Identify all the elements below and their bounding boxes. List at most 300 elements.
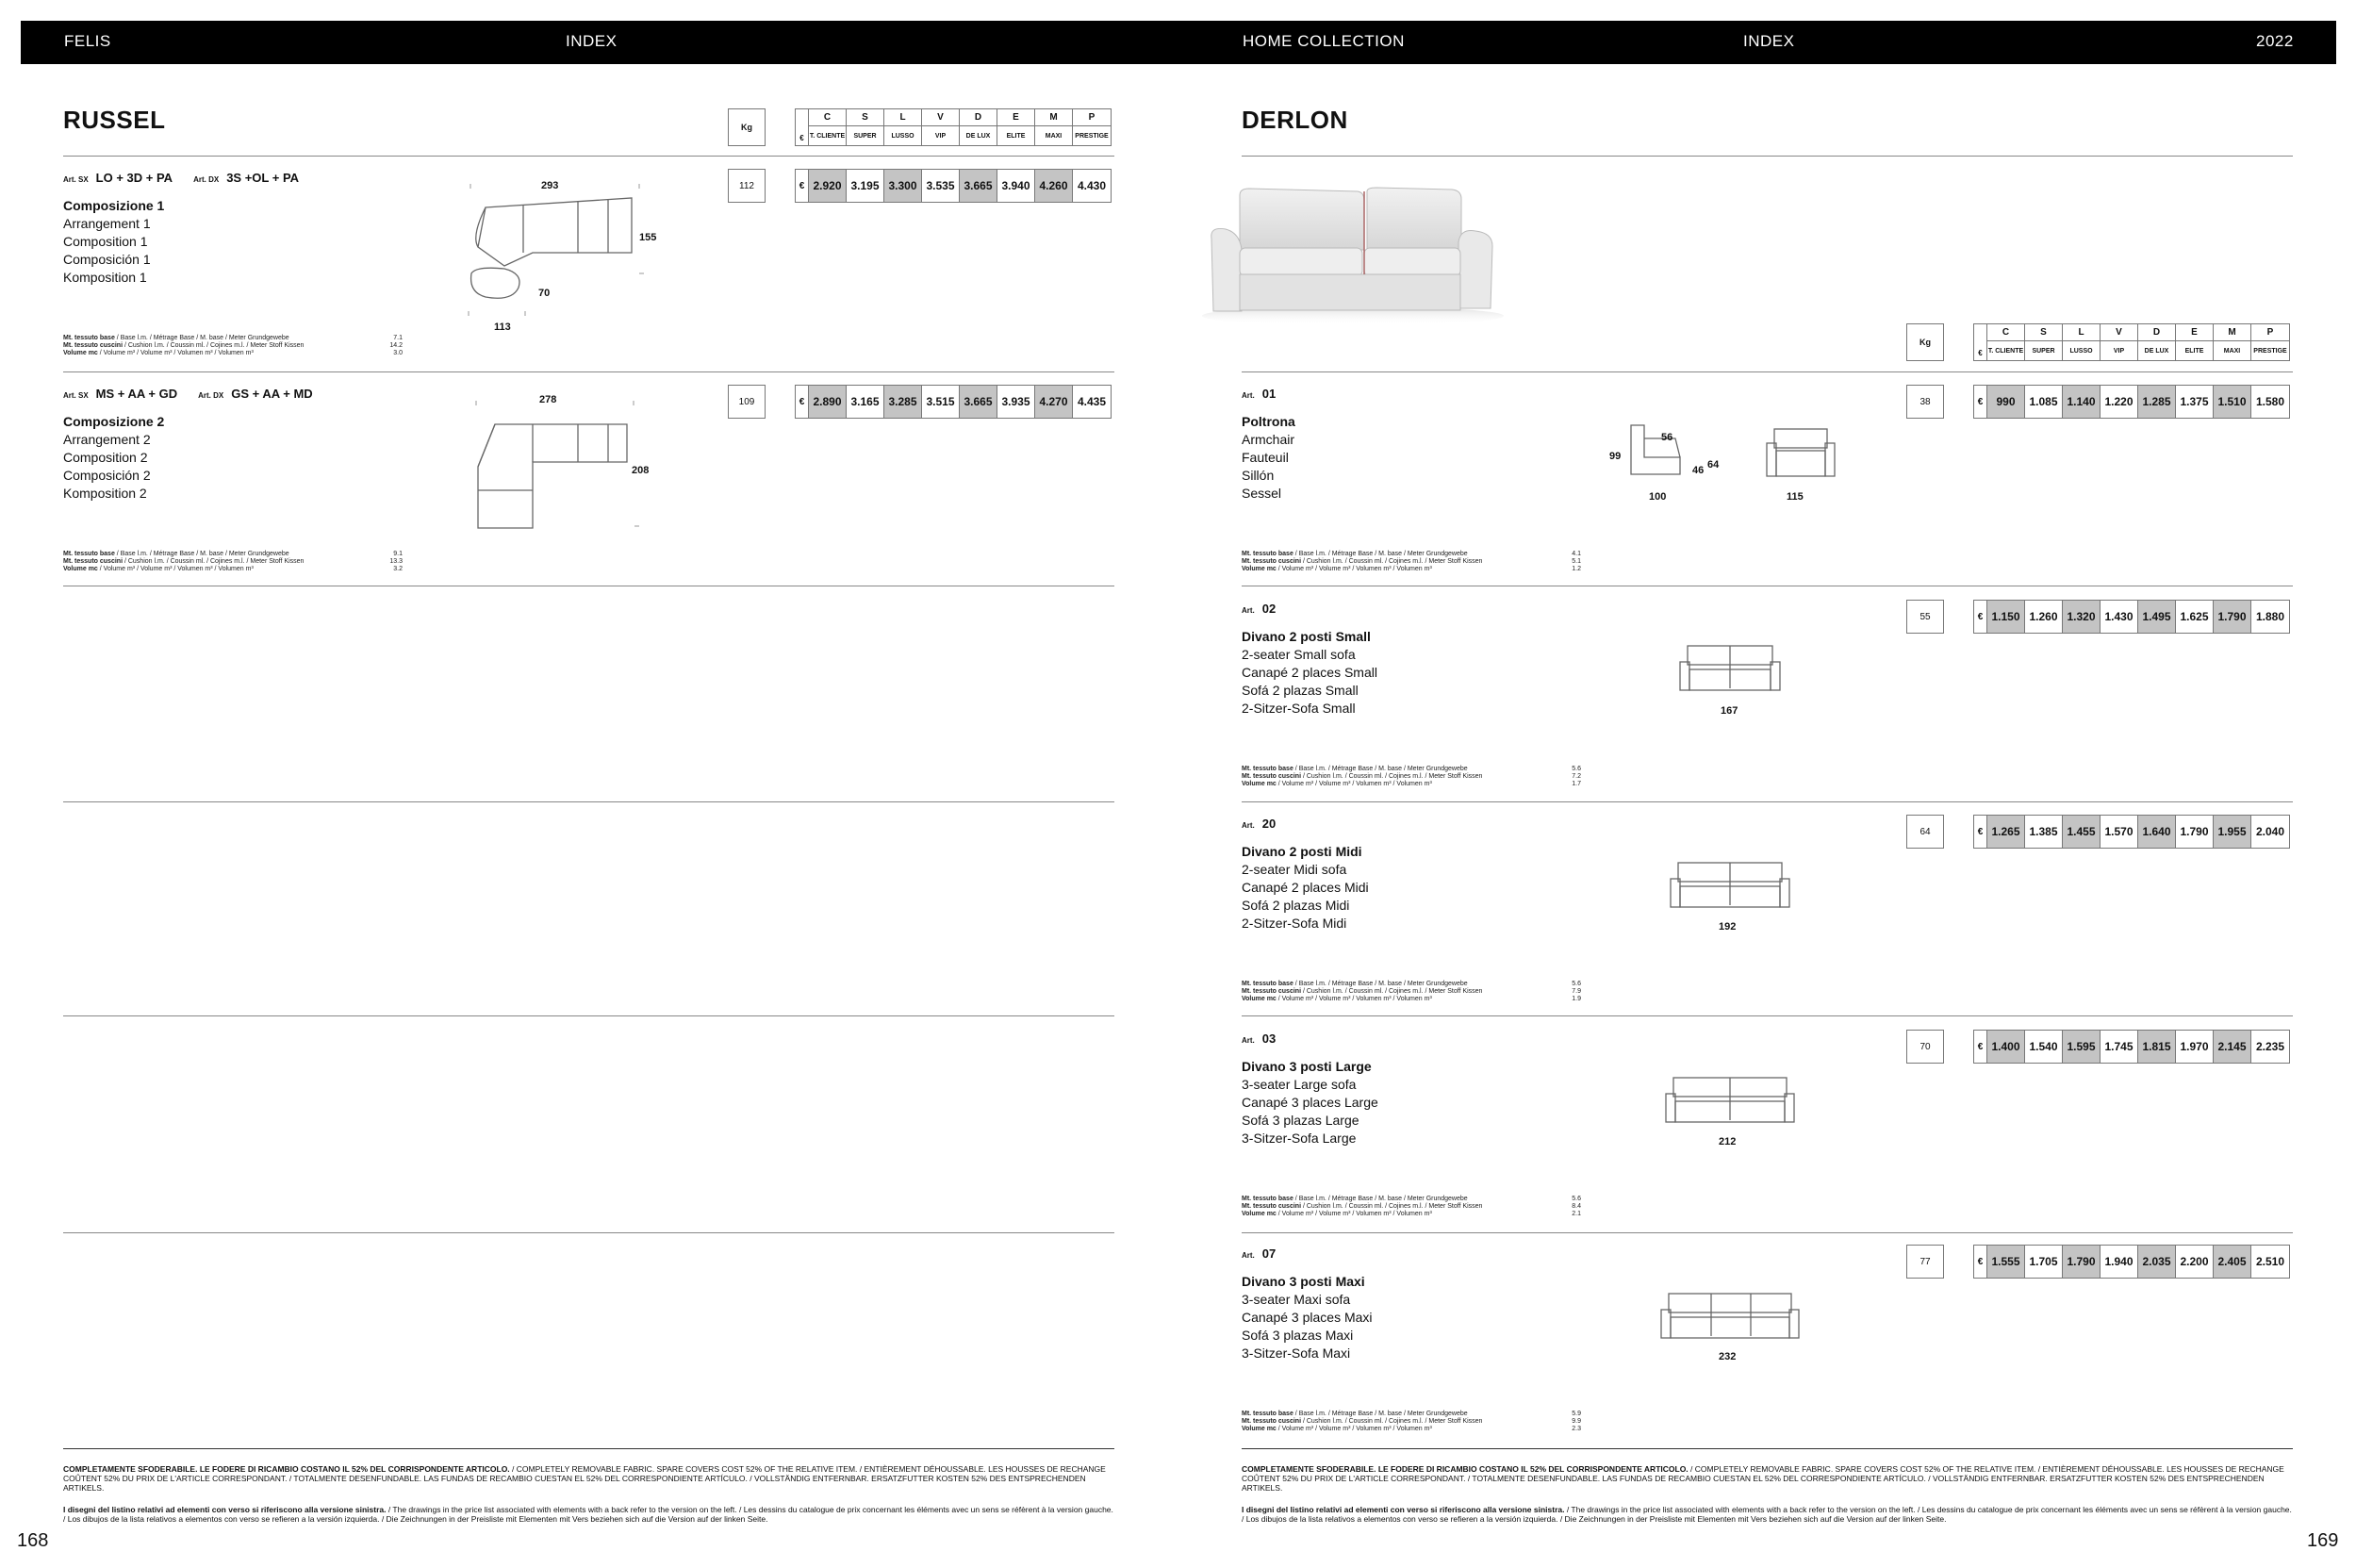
price-letter: E (997, 109, 1034, 126)
price-V: 3.515 (922, 386, 960, 418)
fabric-label-rest: / Base l.m. / Métrage Base / M. base / Meter Grundgewebe (1293, 1411, 1468, 1417)
price-header-col (1987, 324, 2025, 360)
header-brand-left: FELIS (64, 32, 111, 50)
price-row (1973, 385, 2290, 419)
fabric-label-rest: / Base l.m. / Métrage Base / M. base / Meter Grundgewebe (114, 551, 289, 557)
price-C: 1.265 (1987, 816, 2025, 848)
fabric-row (1242, 1418, 1581, 1426)
price-row (1973, 600, 2290, 634)
fabric-row (1242, 558, 1581, 566)
sofa-large-drawing (1664, 1073, 1796, 1134)
price-L: 3.300 (884, 170, 922, 202)
fabric-label (1242, 781, 1432, 788)
fabric-label (1242, 996, 1432, 1003)
price-V: 3.535 (922, 170, 960, 202)
price-header-col (2214, 324, 2251, 360)
price-M: 1.790 (2214, 601, 2251, 633)
price-E: 1.790 (2176, 816, 2214, 848)
fabric-value: 3.0 (393, 350, 403, 356)
article-code (1242, 387, 1276, 401)
price-letter: P (1073, 109, 1111, 126)
page-number-right: 169 (2307, 1530, 2339, 1551)
price-letter: D (960, 109, 997, 126)
price-V: 1.430 (2101, 601, 2138, 633)
fabric-label (63, 558, 304, 566)
article-sx-code: LO + 3D + PA (95, 171, 173, 185)
item-name-4: 3-Sitzer-Sofa Maxi (1242, 1345, 1351, 1361)
fabric-label (63, 350, 254, 357)
price-P: 4.430 (1077, 179, 1107, 192)
price-P: 1.580 (2255, 395, 2285, 408)
fabric-label-rest: / Cushion l.m. / Coussin ml. / Cojines m.l. / Meter Stoff Kissen (123, 342, 305, 349)
header-index-right: INDEX (1743, 32, 1795, 50)
price-header-col (2138, 324, 2176, 360)
item-name-3: Sofá 2 plazas Midi (1242, 898, 1350, 913)
fabric-label-bold: Mt. tessuto base (1242, 1411, 1293, 1417)
dimension-seat-depth: 56 (1661, 432, 1673, 443)
article-dx-label: Art. DX (193, 175, 220, 184)
composition-2-drawing (467, 396, 655, 537)
item-name-4: Komposition 1 (63, 270, 147, 285)
price-category: VIP (2113, 347, 2125, 355)
fabric-row (1242, 988, 1581, 996)
fabric-table (1242, 981, 1581, 1003)
item-names (63, 197, 164, 287)
price-header-col (2101, 324, 2138, 360)
item-name-4: Komposition 2 (63, 486, 147, 501)
fabric-label (1242, 988, 1482, 996)
fabric-label-rest: / Volume m³ / Volume m³ / Volumen m³ / Volumen m³ (97, 350, 254, 356)
dimension-width: 232 (1719, 1351, 1737, 1362)
article-label: Art. (1242, 821, 1255, 830)
price-C: 2.890 (809, 386, 847, 418)
dimension-width: 212 (1719, 1136, 1737, 1147)
article-number: 01 (1261, 387, 1277, 401)
item-name-2: Fauteuil (1242, 450, 1289, 465)
fabric-label (63, 566, 254, 573)
item-name-3: Sofá 2 plazas Small (1242, 683, 1359, 698)
price-P: 2.235 (2255, 1040, 2285, 1053)
item-names (1242, 1058, 1378, 1147)
fabric-row (63, 558, 403, 566)
price-category: PRESTIGE (1075, 132, 1109, 140)
item-name-0: Divano 2 posti Small (1242, 629, 1371, 644)
price-S: 1.260 (2025, 601, 2063, 633)
article-dx-label: Art. DX (198, 391, 224, 400)
currency-label: € (1974, 1031, 1987, 1063)
dimension-depth: 100 (1649, 491, 1667, 503)
price-C: 1.150 (1987, 601, 2025, 633)
price-header-col (2025, 324, 2063, 360)
article-sx-label: Art. SX (63, 175, 89, 184)
currency-label: € (1974, 816, 1987, 848)
currency-label: € (1974, 386, 1987, 418)
price-S: 1.705 (2025, 1246, 2063, 1278)
item-name-3: Sofá 3 plazas Large (1242, 1113, 1359, 1128)
price-header-col (960, 109, 997, 145)
fabric-label-rest: / Cushion l.m. / Coussin ml. / Cojines m.l. / Meter Stoff Kissen (1301, 988, 1483, 995)
item-names (1242, 1273, 1373, 1362)
item-name-2: Canapé 3 places Large (1242, 1095, 1378, 1110)
article-code (1242, 602, 1276, 616)
price-category: SUPER (853, 132, 877, 140)
page-title-right: DERLON (1242, 106, 1348, 134)
fabric-table (1242, 551, 1581, 573)
item-weight: 70 (1906, 1030, 1944, 1064)
footer-note-removable-left: COMPLETAMENTE SFODERABILE. LE FODERE DI RICAMBIO COSTANO IL 52% DEL CORRISPONDENTE ARTICOLO. / COMPLETELY REMOVABLE FABRIC. SPARE COVERS COST 52% OF THE RELATIVE ITEM. / ENTIÈREMENT DÉHOUSSABLE. LES HOUSSES DE RECHANGE COÛTENT 52% DU PRIX DE L'ARTICLE CORRESPONDANT. / TOTALMENTE DESENFUNDABLE. LAS FUNDAS DE RECAMBIO CUESTAN EL 52% DEL CORRESPONDIENTE ARTÍCULO. / VOLLSTÄNDIG ENTFERNBAR. ERSATZFUTTER KOSTEN 52% DES ENTSPRECHENDEN ARTIKELS. (63, 1464, 1106, 1493)
fabric-value: 14.2 (389, 342, 403, 349)
price-row (795, 385, 1112, 419)
item-name-2: Canapé 3 places Maxi (1242, 1310, 1373, 1325)
fabric-row (1242, 781, 1581, 788)
fabric-label-bold: Mt. tessuto base (1242, 551, 1293, 557)
item-names (1242, 843, 1369, 933)
sofa-maxi-drawing (1659, 1289, 1801, 1350)
header-bar (21, 21, 2336, 64)
fabric-value: 1.7 (1572, 781, 1581, 787)
price-D: 2.035 (2138, 1246, 2176, 1278)
price-letter: L (884, 109, 921, 126)
price-L: 1.595 (2063, 1031, 2101, 1063)
price-header-left (795, 108, 1112, 146)
fabric-label (1242, 981, 1468, 988)
item-name-1: 2-seater Midi sofa (1242, 862, 1347, 877)
price-category: T. CLIENTE (809, 132, 846, 140)
price-row (1973, 1245, 2290, 1279)
price-row (1973, 1030, 2290, 1064)
item-weight: 64 (1906, 815, 1944, 849)
price-M: 4.260 (1035, 170, 1073, 202)
fabric-row (1242, 1196, 1581, 1203)
dimension-depth: 155 (639, 232, 657, 243)
price-letter: S (847, 109, 883, 126)
price-P: 4.435 (1077, 395, 1107, 408)
page-number-left: 168 (17, 1530, 49, 1551)
price-D: 1.640 (2138, 816, 2176, 848)
article-code (63, 171, 299, 185)
price-category: SUPER (2032, 347, 2055, 355)
price-category: DE LUX (965, 132, 991, 140)
currency-label: € (1974, 601, 1987, 633)
price-C: 1.400 (1987, 1031, 2025, 1063)
sofa-midi-drawing (1669, 858, 1791, 919)
article-code (1242, 817, 1276, 831)
price-category: ELITE (1006, 132, 1026, 140)
fabric-label-rest: / Volume m³ / Volume m³ / Volumen m³ / Volumen m³ (1276, 1426, 1432, 1432)
fabric-value: 3.2 (393, 566, 403, 572)
item-weight: 77 (1906, 1245, 1944, 1279)
dimension-seat-height: 46 (1692, 465, 1705, 476)
fabric-label-bold: Volume mc (1242, 1211, 1277, 1217)
dimension-height: 99 (1609, 451, 1622, 462)
fabric-table (1242, 1196, 1581, 1218)
article-number: 20 (1261, 817, 1277, 831)
price-M: 2.145 (2214, 1031, 2251, 1063)
kg-header: Kg (1906, 323, 1944, 361)
price-V: 1.220 (2101, 386, 2138, 418)
dimension-width: 115 (1787, 491, 1804, 503)
fabric-value: 7.1 (393, 335, 403, 341)
price-S: 1.385 (2025, 816, 2063, 848)
article-label: Art. (1242, 391, 1255, 400)
fabric-table (63, 335, 403, 357)
fabric-value: 1.2 (1572, 566, 1581, 572)
item-name-1: Arrangement 2 (63, 432, 151, 447)
fabric-label (1242, 773, 1482, 781)
price-C: 2.920 (809, 170, 847, 202)
fabric-value: 7.2 (1572, 773, 1581, 780)
price-L: 3.285 (884, 386, 922, 418)
item-weight: 112 (728, 169, 766, 203)
price-E: 3.940 (997, 170, 1035, 202)
price-S: 3.195 (847, 170, 884, 202)
fabric-label-bold: Mt. tessuto base (63, 551, 115, 557)
fabric-label-bold: Volume mc (1242, 996, 1277, 1002)
price-E: 1.375 (2176, 386, 2214, 418)
price-row (795, 169, 1112, 203)
price-header-col (847, 109, 884, 145)
price-category: PRESTIGE (2253, 347, 2287, 355)
fabric-value: 2.3 (1572, 1426, 1581, 1432)
price-C: 990 (1987, 386, 2025, 418)
fabric-label-rest: / Cushion l.m. / Coussin ml. / Cojines m.l. / Meter Stoff Kissen (1301, 1203, 1483, 1210)
price-header-col (922, 109, 960, 145)
fabric-label (1242, 1196, 1468, 1203)
item-name-3: Sofá 3 plazas Maxi (1242, 1328, 1354, 1343)
fabric-label (1242, 551, 1468, 558)
price-letter: C (1987, 324, 2024, 341)
item-name-4: 2-Sitzer-Sofa Midi (1242, 916, 1347, 931)
price-category: DE LUX (2144, 347, 2169, 355)
price-V: 1.570 (2101, 816, 2138, 848)
fabric-label-bold: Volume mc (1242, 781, 1277, 787)
price-row (1973, 815, 2290, 849)
article-number: 02 (1261, 602, 1277, 616)
article-sx-label: Art. SX (63, 391, 89, 400)
price-letter: V (922, 109, 959, 126)
price-letter: C (809, 109, 846, 126)
fabric-label-bold: Mt. tessuto cuscini (1242, 1203, 1302, 1210)
price-letter: L (2063, 324, 2100, 341)
item-name-2: Canapé 2 places Midi (1242, 880, 1369, 895)
price-E: 1.970 (2176, 1031, 2214, 1063)
price-letter: S (2025, 324, 2062, 341)
currency-label: € (796, 170, 809, 202)
price-M: 1.510 (2214, 386, 2251, 418)
price-E: 2.200 (2176, 1246, 2214, 1278)
price-header-col (2176, 324, 2214, 360)
fabric-label-rest: / Volume m³ / Volume m³ / Volumen m³ / Volumen m³ (97, 566, 254, 572)
dimension-depth: 208 (632, 465, 650, 476)
sofa-photo (1193, 184, 1504, 335)
price-header-right (1973, 323, 2290, 361)
price-D: 1.495 (2138, 601, 2176, 633)
price-L: 1.320 (2063, 601, 2101, 633)
fabric-row (63, 335, 403, 342)
item-name-0: Poltrona (1242, 414, 1295, 429)
fabric-label-bold: Mt. tessuto cuscini (1242, 988, 1302, 995)
currency-label: € (1974, 1246, 1987, 1278)
item-name-2: Composition 2 (63, 450, 148, 465)
kg-header: Kg (728, 108, 766, 146)
sofa-small-drawing (1678, 641, 1782, 702)
fabric-label-rest: / Base l.m. / Métrage Base / M. base / Meter Grundgewebe (1293, 1196, 1468, 1202)
header-index-left: INDEX (566, 32, 618, 50)
fabric-row (1242, 1203, 1581, 1211)
fabric-row (1242, 1411, 1581, 1418)
item-name-1: 3-seater Maxi sofa (1242, 1292, 1351, 1307)
price-C: 1.555 (1987, 1246, 2025, 1278)
price-header-col (809, 109, 847, 145)
price-E: 1.625 (2176, 601, 2214, 633)
item-name-4: 3-Sitzer-Sofa Large (1242, 1131, 1357, 1146)
fabric-table (1242, 1411, 1581, 1433)
dimension-pouf-width: 113 (494, 322, 511, 333)
price-letter: M (1035, 109, 1072, 126)
item-name-3: Composición 2 (63, 468, 151, 483)
fabric-value: 5.6 (1572, 1196, 1581, 1202)
fabric-label (1242, 1411, 1468, 1418)
fabric-label-bold: Mt. tessuto base (1242, 766, 1293, 772)
header-brand-right: HOME COLLECTION (1243, 32, 1405, 50)
fabric-label-rest: / Volume m³ / Volume m³ / Volumen m³ / Volumen m³ (1276, 1211, 1432, 1217)
price-V: 1.745 (2101, 1031, 2138, 1063)
fabric-value: 4.1 (1572, 551, 1581, 557)
fabric-value: 5.6 (1572, 766, 1581, 772)
fabric-row (1242, 1426, 1581, 1433)
item-name-0: Composizione 2 (63, 414, 165, 429)
price-header-col (1035, 109, 1073, 145)
fabric-label-rest: / Volume m³ / Volume m³ / Volumen m³ / Volumen m³ (1276, 781, 1432, 787)
fabric-label (63, 551, 289, 558)
article-sx-code: MS + AA + GD (95, 387, 178, 401)
fabric-row (1242, 773, 1581, 781)
item-name-1: Arrangement 1 (63, 216, 151, 231)
fabric-label-rest: / Base l.m. / Métrage Base / M. base / Meter Grundgewebe (1293, 981, 1468, 987)
article-code (1242, 1032, 1276, 1046)
price-header-col (884, 109, 922, 145)
price-S: 1.085 (2025, 386, 2063, 418)
price-letter: V (2101, 324, 2137, 341)
article-dx-code: GS + AA + MD (231, 387, 313, 401)
price-L: 1.455 (2063, 816, 2101, 848)
footer-note-removable-right: COMPLETAMENTE SFODERABILE. LE FODERE DI RICAMBIO COSTANO IL 52% DEL CORRISPONDENTE ARTICOLO. / COMPLETELY REMOVABLE FABRIC. SPARE COVERS COST 52% OF THE RELATIVE ITEM. / ENTIÈREMENT DÉHOUSSABLE. LES HOUSSES DE RECHANGE COÛTENT 52% DU PRIX DE L'ARTICLE CORRESPONDANT. / TOTALMENTE DESENFUNDABLE. LAS FUNDAS DE RECAMBIO CUESTAN EL 52% DEL CORRESPONDIENTE ARTÍCULO. / VOLLSTÄNDIG ENTFERNBAR. ERSATZFUTTER KOSTEN 52% DES ENTSPRECHENDEN ARTIKELS. (1242, 1464, 2284, 1493)
fabric-row (1242, 981, 1581, 988)
price-category: LUSSO (2069, 347, 2093, 355)
price-header-col (997, 109, 1035, 145)
price-E: 3.935 (997, 386, 1035, 418)
item-names (1242, 413, 1295, 503)
price-category: MAXI (1045, 132, 1063, 140)
fabric-label-bold: Mt. tessuto base (1242, 1196, 1293, 1202)
price-letter: P (2251, 324, 2289, 341)
price-letter: E (2176, 324, 2213, 341)
item-name-3: Composición 1 (63, 252, 151, 267)
fabric-value: 5.6 (1572, 981, 1581, 987)
item-name-0: Divano 3 posti Maxi (1242, 1274, 1365, 1289)
fabric-label-rest: / Base l.m. / Métrage Base / M. base / Meter Grundgewebe (1293, 551, 1468, 557)
fabric-row (1242, 766, 1581, 773)
fabric-value: 8.4 (1572, 1203, 1581, 1210)
fabric-label (1242, 558, 1482, 566)
price-category: MAXI (2223, 347, 2241, 355)
article-number: 07 (1261, 1246, 1277, 1261)
fabric-row (63, 566, 403, 573)
price-P: 1.880 (2255, 610, 2285, 623)
fabric-row (63, 350, 403, 357)
fabric-value: 5.9 (1572, 1411, 1581, 1417)
price-L: 1.790 (2063, 1246, 2101, 1278)
item-name-2: Canapé 2 places Small (1242, 665, 1377, 680)
fabric-label-rest: / Volume m³ / Volume m³ / Volumen m³ / Volumen m³ (1276, 566, 1432, 572)
price-D: 3.665 (960, 386, 997, 418)
fabric-label-bold: Mt. tessuto cuscini (1242, 773, 1302, 780)
item-name-1: 2-seater Small sofa (1242, 647, 1356, 662)
fabric-row (1242, 996, 1581, 1003)
article-label: Art. (1242, 1036, 1255, 1045)
armchair-front-drawing (1763, 424, 1838, 486)
fabric-row (63, 551, 403, 558)
fabric-label-bold: Volume mc (1242, 566, 1277, 572)
dimension-width: 293 (541, 180, 559, 191)
dimension-width: 278 (539, 394, 557, 405)
price-M: 2.405 (2214, 1246, 2251, 1278)
fabric-label-bold: Mt. tessuto cuscini (63, 342, 124, 349)
price-header-col (2063, 324, 2101, 360)
item-weight: 38 (1906, 385, 1944, 419)
fabric-label (1242, 1211, 1432, 1218)
fabric-label-bold: Mt. tessuto base (63, 335, 115, 341)
price-header-col (1073, 109, 1111, 145)
fabric-label (63, 342, 304, 350)
article-label: Art. (1242, 1251, 1255, 1260)
article-code (1242, 1246, 1276, 1261)
price-S: 1.540 (2025, 1031, 2063, 1063)
price-category: LUSSO (891, 132, 914, 140)
currency-label: € (796, 386, 809, 418)
price-P: 2.510 (2255, 1255, 2285, 1268)
article-label: Art. (1242, 606, 1255, 615)
item-name-1: 3-seater Large sofa (1242, 1077, 1357, 1092)
fabric-value: 13.3 (389, 558, 403, 565)
price-M: 1.955 (2214, 816, 2251, 848)
article-code (63, 387, 313, 401)
page-title-left: RUSSEL (63, 106, 166, 134)
fabric-value: 5.1 (1572, 558, 1581, 565)
header-year: 2022 (2256, 32, 2294, 50)
article-dx-code: 3S +OL + PA (226, 171, 300, 185)
price-category: ELITE (2184, 347, 2204, 355)
fabric-label (1242, 566, 1432, 573)
price-P: 2.040 (2255, 825, 2285, 838)
fabric-label-rest: / Cushion l.m. / Coussin ml. / Cojines m.l. / Meter Stoff Kissen (1301, 773, 1483, 780)
fabric-value: 9.9 (1572, 1418, 1581, 1425)
fabric-label (1242, 1426, 1432, 1433)
price-D: 1.285 (2138, 386, 2176, 418)
fabric-label-bold: Volume mc (1242, 1426, 1277, 1432)
fabric-label-rest: / Cushion l.m. / Coussin ml. / Cojines m.l. / Meter Stoff Kissen (123, 558, 305, 565)
price-V: 1.940 (2101, 1246, 2138, 1278)
item-name-4: Sessel (1242, 486, 1282, 501)
fabric-label-bold: Mt. tessuto cuscini (1242, 558, 1302, 565)
footer-note-drawings-left: I disegni del listino relativi ad elementi con verso si riferiscono alla versione sinistra. / The drawings in the price list associated with elements with a back refer to the version on the left. / Les dessins du catalogue de prix concernant les éléments avec un sens se réfèrent à la version gauche. / Los dibujos de la lista relativos a elementos con verso se refieren a la versión izquierda. / Die Zeichnungen in der Preisliste mit Elementen mit Vers beziehen sich auf die Version auf der linken Seite. (63, 1505, 1113, 1524)
currency-label: € (796, 109, 809, 145)
price-letter: D (2138, 324, 2175, 341)
fabric-label-rest: / Cushion l.m. / Coussin ml. / Cojines m.l. / Meter Stoff Kissen (1301, 1418, 1483, 1425)
item-name-2: Composition 1 (63, 234, 148, 249)
fabric-label-bold: Volume mc (63, 350, 98, 356)
fabric-value: 7.9 (1572, 988, 1581, 995)
